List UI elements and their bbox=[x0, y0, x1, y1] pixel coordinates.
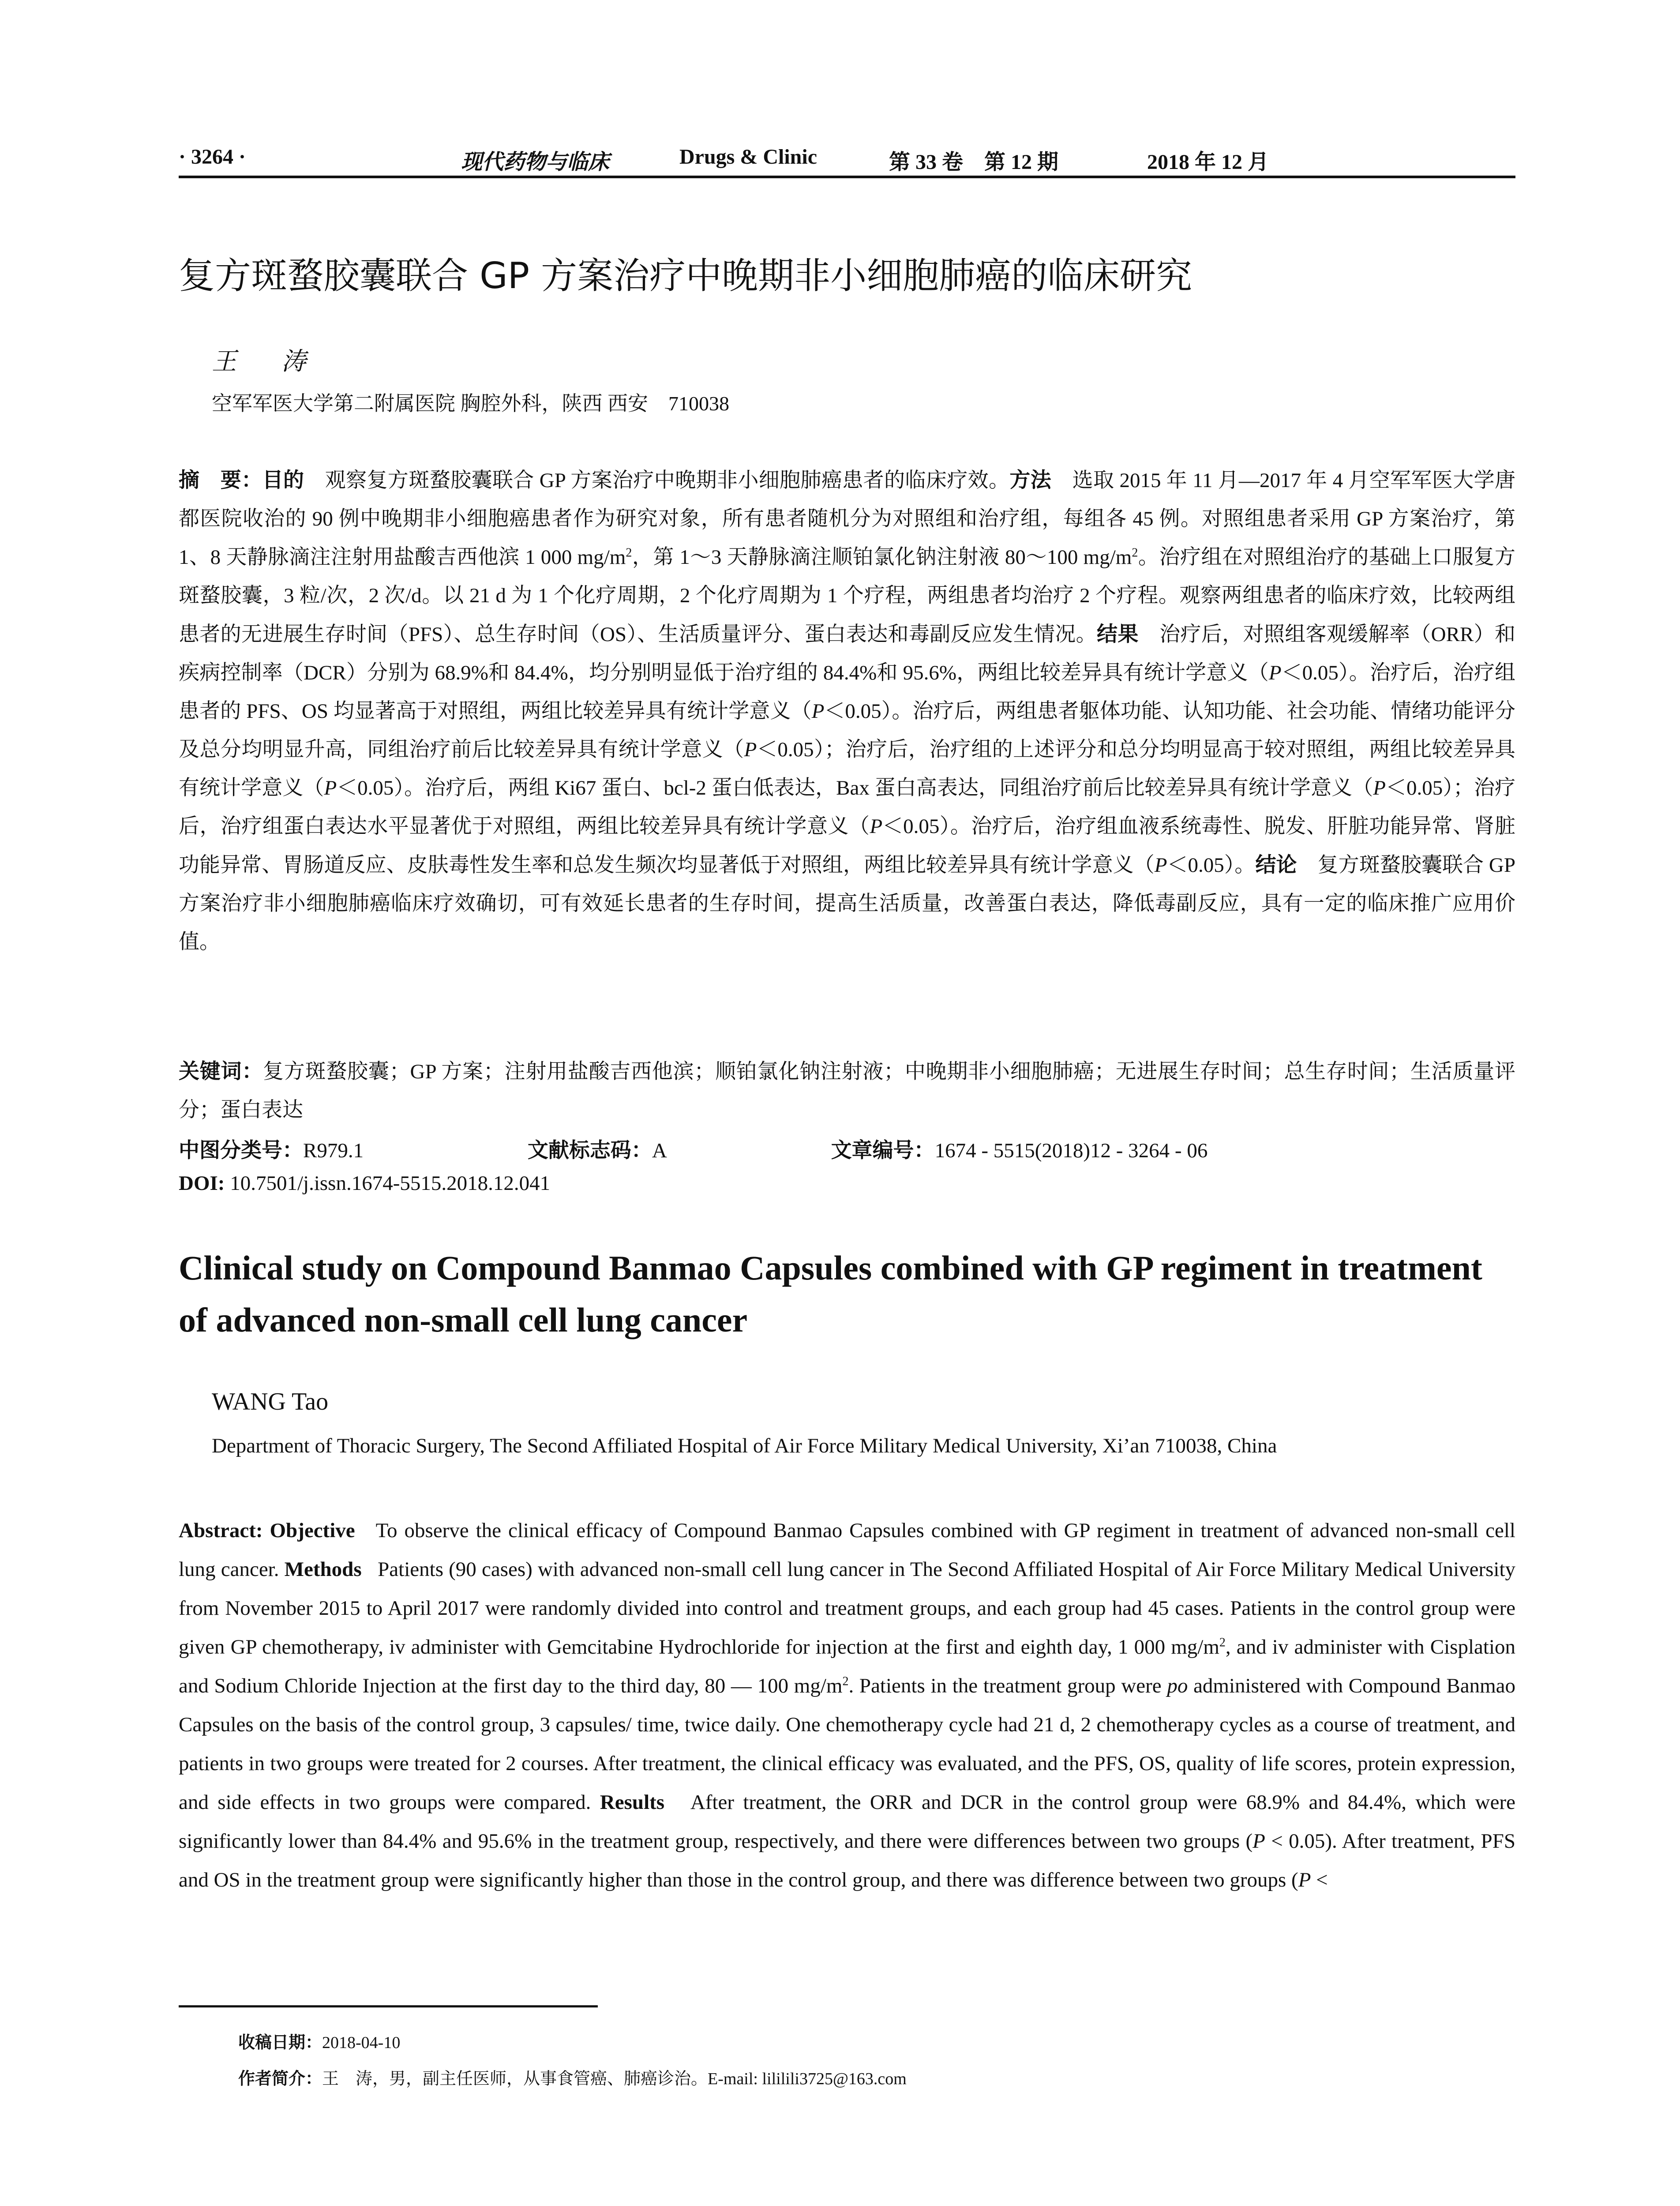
methods-text-2: , and iv administer with Cisplation and Sodium Chloride Injection at the first day to the third day, 80 — 100 mg/m bbox=[179, 1636, 1515, 1697]
footnote-divider bbox=[179, 2005, 598, 2007]
results-text-8: ＜0.05）。 bbox=[1167, 854, 1256, 877]
keywords-text: 复方斑蝥胶囊；GP 方案；注射用盐酸吉西他滨；顺铂氯化钠注射液；中晚期非小细胞肺癌；无进展生存时间；总生存时间；生活质量评分；蛋白表达 bbox=[179, 1060, 1515, 1122]
article-no-label: 文章编号： bbox=[831, 1138, 935, 1163]
clc-value: R979.1 bbox=[303, 1139, 364, 1162]
english-abstract bbox=[179, 1511, 1515, 1899]
methods-label: 方法 bbox=[1009, 468, 1052, 492]
doc-code-label: 文献标志码： bbox=[527, 1138, 652, 1163]
p-symbol: P bbox=[1298, 1868, 1311, 1891]
methods-label: Methods bbox=[284, 1558, 362, 1581]
issue-date: 2018 年 12 月 bbox=[1147, 150, 1269, 174]
keywords-label: 关键词： bbox=[179, 1059, 263, 1084]
received-date: 2018-04-10 bbox=[322, 2033, 401, 2052]
results-text-2: ＜0.05）。治疗后，治疗组患者的 PFS、OS 均显著高于对照组，两组比较差异具有统计学意义（ bbox=[179, 661, 1515, 723]
clc-label: 中图分类号： bbox=[179, 1138, 303, 1163]
page-number: · 3264 · bbox=[179, 145, 246, 169]
methods-text-4: administered with Compound Banmao Capsules on the basis of the control group, 3 capsules/ time, twice daily. One chemotherapy cycle had 21 d, 2 chemotherapy cycles as a course of treatment, and patients in two groups were treated for 2 courses. After treatment, the clinical efficacy was evaluated, and the PFS, OS, quality of life scores, protein expression, and side effects in two groups were compared. bbox=[179, 1674, 1516, 1814]
english-title: Clinical study on Compound Banmao Capsules combined with GP regiment in treatment of advanced non-small cell lung cancer bbox=[179, 1249, 1482, 1339]
p-symbol: P bbox=[1154, 854, 1167, 877]
abstract-objective-label: Abstract: Objective bbox=[179, 1519, 355, 1542]
superscript: 2 bbox=[626, 546, 632, 560]
methods-text-2: ，第 1～3 天静脉滴注顺铂氯化钠注射液 80～100 mg/m bbox=[632, 546, 1132, 569]
footnote-received bbox=[238, 2029, 400, 2053]
keywords bbox=[179, 1052, 1515, 1129]
received-label: 收稿日期： bbox=[238, 2033, 322, 2052]
methods-text-3: . Patients in the treatment group were bbox=[848, 1674, 1162, 1697]
bio-label: 作者简介： bbox=[238, 2069, 322, 2088]
chinese-title: 复方斑蝥胶囊联合 GP 方案治疗中晚期非小细胞肺癌的临床研究 bbox=[179, 255, 1192, 297]
bio-text: 王 涛，男，副主任医师，从事食管癌、肺癌诊治。E-mail: lililili3725@163.com bbox=[322, 2070, 907, 2088]
results-text-1: After treatment, the ORR and DCR in the control group were 68.9% and 84.4%, which were significantly lower than 84.4% and 95.6% in the treatment group, respectively, and there were differences between two groups ( bbox=[179, 1791, 1516, 1853]
methods-text-1: 选取 2015 年 11 月—2017 年 4 月空军军医大学唐都医院收治的 90 例中晚期非小细胞癌患者作为研究对象，所有患者随机分为对照组和治疗组，每组各 45 例。对照组患者采用 GP 方案治疗，第 1、8 天静脉滴注注射用盐酸吉西他滨 1 000 mg/m bbox=[179, 469, 1515, 569]
conclusion-label: 结论 bbox=[1255, 853, 1297, 877]
classification-line bbox=[179, 1134, 1366, 1163]
p-symbol: P bbox=[1268, 661, 1282, 684]
chinese-author: 王 涛 bbox=[212, 347, 325, 376]
article-no-value: 1674 - 5515(2018)12 - 3264 - 06 bbox=[934, 1139, 1208, 1162]
results-text-3: ＜0.05）。治疗后，两组患者躯体功能、认知功能、社会功能、情绪功能评分及总分均明显升高，同组治疗前后比较差异具有统计学意义（ bbox=[179, 700, 1515, 761]
results-label: Results bbox=[600, 1791, 665, 1814]
methods-text-3: 。治疗组在对照组治疗的基础上口服复方斑蝥胶囊，3 粒/次，2 次/d。以 21 d 为 1 个化疗周期，2 个化疗周期为 1 个疗程，两组患者均治疗 2 个疗程。观察两组患者的临床疗效，比较两组患者的无进展生存时间（PFS）、总生存时间（OS）、生活质量评分、蛋白表达和毒副反应发生情况。 bbox=[179, 546, 1515, 646]
results-text-7: ＜0.05）。治疗后，治疗组血液系统毒性、脱发、肝脏功能异常、肾脏功能异常、胃肠道反应、皮肤毒性发生率和总发生频次均显著低于对照组，两组比较差异具有统计学意义（ bbox=[179, 815, 1516, 877]
objective-text: To observe the clinical efficacy of Compound Banmao Capsules combined with GP regiment in treatment of advanced non-small cell lung cancer. bbox=[179, 1519, 1515, 1581]
volume-issue: 第 33 卷 第 12 期 bbox=[889, 150, 1059, 174]
superscript: 2 bbox=[842, 1674, 849, 1688]
results-text-2: < 0.05). After treatment, PFS and OS in the treatment group were significantly higher than those in the control group, and there was difference between two groups ( bbox=[179, 1830, 1515, 1891]
abstract-label: 摘 要： bbox=[179, 468, 262, 492]
methods-text-1: Patients (90 cases) with advanced non-small cell lung cancer in The Second Affiliated Hospital of Air Force Military Medical University from November 2015 to April 2017 were randomly divided into control and treatment groups, and each group had 45 cases. Patients in the control group were given GP chemotherapy, iv administer with Gemcitabine Hydrochloride for injection at the first and eighth day, 1 000 mg/m bbox=[179, 1558, 1516, 1658]
objective-text: 观察复方斑蝥胶囊联合 GP 方案治疗中晚期非小细胞肺癌患者的临床疗效。 bbox=[325, 469, 1010, 492]
p-symbol: P bbox=[744, 738, 757, 761]
p-symbol: P bbox=[870, 815, 883, 838]
results-text-5: ＜0.05）。治疗后，两组 Ki67 蛋白、bcl-2 蛋白低表达，Bax 蛋白高表达，同组治疗前后比较差异具有统计学意义（ bbox=[337, 777, 1373, 799]
results-text-6: ＜0.05）；治疗后，治疗组蛋白表达水平显著优于对照组，两组比较差异具有统计学意义（ bbox=[179, 777, 1516, 838]
doi-line bbox=[179, 1171, 550, 1195]
results-text-1: 治疗后，对照组客观缓解率（ORR）和疾病控制率（DCR）分别为 68.9%和 84.4%，均分别明显低于治疗组的 84.4%和 95.6%，两组比较差异具有统计学意义（ bbox=[179, 623, 1516, 684]
doi-value[interactable]: 10.7501/j.issn.1674-5515.2018.12.041 bbox=[230, 1172, 551, 1195]
journal-name-en: Drugs & Clinic bbox=[679, 145, 817, 169]
journal-name-cn: 现代药物与临床 bbox=[461, 150, 610, 174]
results-label: 结果 bbox=[1097, 622, 1139, 646]
results-text-4: ＜0.05）；治疗后，治疗组的上述评分和总分均明显高于较对照组，两组比较差异具有统计学意义（ bbox=[179, 738, 1516, 799]
p-symbol: P bbox=[324, 777, 337, 799]
objective-label: 目的 bbox=[262, 468, 304, 492]
p-symbol: P bbox=[1373, 777, 1386, 799]
doi-label: DOI: bbox=[179, 1172, 225, 1195]
chinese-affiliation: 空军军医大学第二附属医院 胸腔外科，陕西 西安 710038 bbox=[212, 392, 729, 415]
superscript: 2 bbox=[1219, 1636, 1226, 1650]
footnote-author-bio bbox=[238, 2065, 907, 2089]
superscript: 2 bbox=[1132, 546, 1138, 560]
p-symbol: P bbox=[811, 700, 825, 723]
results-text-3: < bbox=[1311, 1868, 1328, 1891]
doc-code-value: A bbox=[652, 1139, 667, 1162]
english-author: WANG Tao bbox=[212, 1388, 329, 1415]
running-header bbox=[179, 140, 1515, 178]
conclusion-text: 复方斑蝥胶囊联合 GP 方案治疗非小细胞肺癌临床疗效确切，可有效延长患者的生存时间，提高生活质量，改善蛋白表达，降低毒副反应，具有一定的临床推广应用价值。 bbox=[179, 854, 1516, 953]
p-symbol: P bbox=[1252, 1830, 1265, 1853]
english-affiliation: Department of Thoracic Surgery, The Second Affiliated Hospital of Air Force Military Medical University, Xi’an 710038, China bbox=[212, 1434, 1277, 1457]
po-abbrev: po bbox=[1167, 1674, 1188, 1697]
chinese-abstract bbox=[179, 461, 1515, 961]
